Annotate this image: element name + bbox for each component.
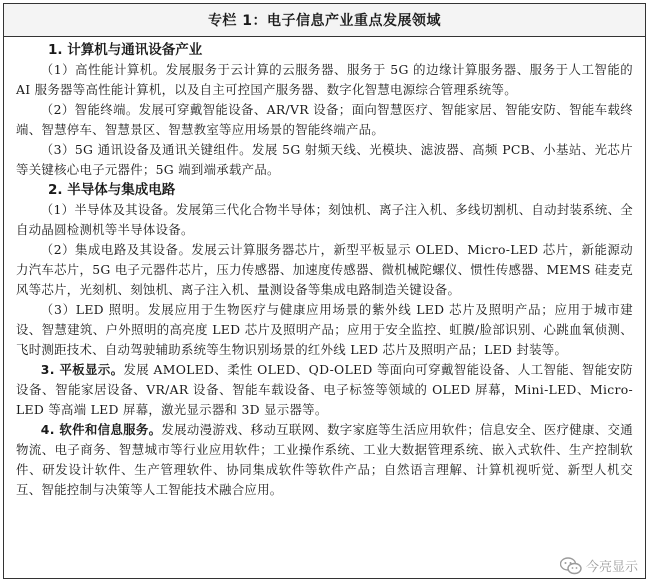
section-4-text: 发展动漫游戏、移动互联网、数字家庭等生活应用软件；信息安全、医疗健康、交通物流、电子商务、智慧城市等行业应用软件；工业操作系统、工业大数据管理系统、嵌入式软件、生产控制软件、研发设计软件、生产管理软件、协同集成软件等软件产品；自然语言理解、计算机视听觉、新型人机交互、智能控制与决策等人工智能技术融合应用。	[16, 422, 633, 497]
section-3-heading: 3. 平板显示。	[40, 362, 124, 377]
section-2-paragraph-3: （3）LED 照明。发展应用于生物医疗与健康应用场景的紫外线 LED 芯片及照明产品；应用于城市建设、智慧建筑、户外照明的高亮度 LED 芯片及照明产品；应用于安全监控、虹膜/脸部识别、心跳血氧侦测、飞时测距技术、自动驾驶辅助系统等生物识别场景的红外线 LED 芯片及照明产品；LED 封装等。	[16, 302, 633, 357]
section-3-text: 发展 AMOLED、柔性 OLED、QD-OLED 等面向可穿戴智能设备、人工智能、智能安防设备、智能家居设备、VR/AR 设备、智能车载设备、电子标签等领域的 OLED 屏幕，Mini-LED、Micro-LED 等高端 LED 屏幕，激光显示器和 3D 显示器等。	[16, 362, 634, 417]
section-2-paragraph-1: （1）半导体及其设备。发展第三代化合物半导体；刻蚀机、离子注入机、多线切割机、自动封装系统、全自动晶圆检测机等半导体设备。	[16, 202, 633, 237]
section-1-paragraph-2: （2）智能终端。发展可穿戴智能设备、AR/VR 设备；面向智慧医疗、智能家居、智能安防、智能车载终端、智慧停车、智慧景区、智慧教室等应用场景的智能终端产品。	[16, 102, 633, 137]
watermark	[560, 556, 638, 575]
section-1-paragraph-1: （1）高性能计算机。发展服务于云计算的云服务器、服务于 5G 的边缘计算服务器、服务于人工智能的 AI 服务器等高性能计算机，以及自主可控国产服务器、数字化智慧电源综合管理系统等。	[16, 62, 633, 97]
watermark-text: 今亮显示	[585, 560, 638, 575]
section-1-heading: 1. 计算机与通讯设备产业	[48, 42, 203, 58]
section-1-paragraph-3: （3）5G 通讯设备及通讯关键组件。发展 5G 射频天线、光模块、滤波器、高频 PCB、小基站、光芯片等关键核心电子元器件；5G 端到端承载产品。	[16, 142, 633, 177]
section-2-paragraph-2: （2）集成电路及其设备。发展云计算服务器芯片，新型平板显示 OLED、Micro-LED 芯片，新能源动力汽车芯片，5G 电子元器件芯片，压力传感器、加速度传感器、微机械陀螺仪、惯性传感器、MEMS 硅麦克风等芯片，光刻机、刻蚀机、离子注入机、量测设备等集成电路制造关键设备。	[16, 242, 633, 297]
section-3-paragraph	[16, 360, 633, 420]
column-box	[3, 3, 646, 579]
wechat-logo-icon	[560, 557, 582, 575]
box-content	[4, 37, 645, 500]
section-4-paragraph	[16, 420, 633, 500]
section-2-heading: 2. 半导体与集成电路	[48, 182, 176, 198]
box-title: 专栏 1：电子信息产业重点发展领域	[4, 4, 645, 37]
section-4-heading: 4. 软件和信息服务。	[40, 422, 162, 437]
